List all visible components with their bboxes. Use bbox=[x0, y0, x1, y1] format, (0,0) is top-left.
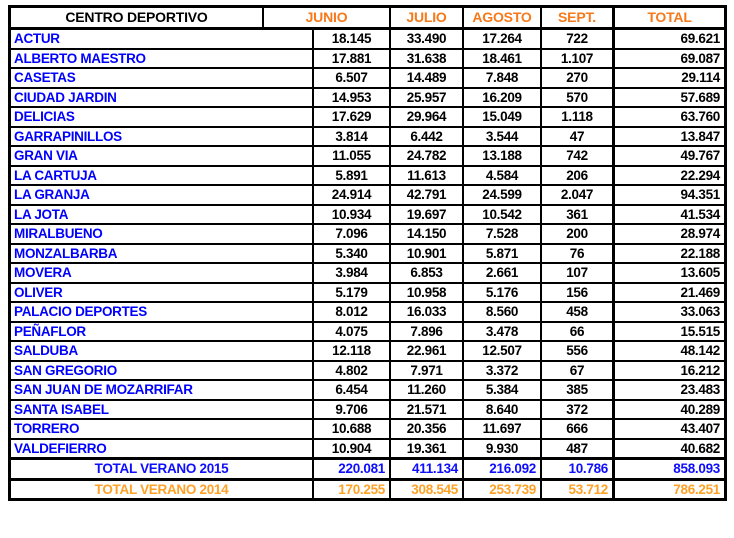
centre-name: CASETAS bbox=[14, 70, 76, 85]
table-row bbox=[11, 225, 724, 245]
column-header-sept: SEPT. bbox=[540, 8, 612, 27]
table-body bbox=[11, 30, 724, 460]
table-row bbox=[11, 362, 724, 382]
table-row bbox=[11, 30, 724, 50]
month-value: 66 bbox=[540, 323, 612, 341]
month-value: 742 bbox=[540, 147, 612, 165]
centre-name: CIUDAD JARDIN bbox=[14, 89, 117, 105]
table-row bbox=[11, 245, 724, 265]
total-verano-2015-row bbox=[11, 460, 724, 481]
month-value: 21.571 bbox=[389, 401, 462, 419]
month-value: 8.560 bbox=[462, 303, 540, 321]
month-value: 19.697 bbox=[389, 206, 462, 224]
row-total-value: 33.063 bbox=[612, 303, 724, 321]
centre-name: GRAN VIA bbox=[14, 148, 78, 163]
table-row bbox=[11, 167, 724, 187]
total-month-value: 308.545 bbox=[389, 481, 462, 499]
month-value: 5.340 bbox=[312, 245, 389, 263]
month-value: 9.930 bbox=[462, 440, 540, 458]
month-value: 487 bbox=[540, 440, 612, 458]
centre-name: LA GRANJA bbox=[14, 187, 90, 202]
month-value: 570 bbox=[540, 89, 612, 107]
month-value: 20.356 bbox=[389, 420, 462, 438]
table-row bbox=[11, 147, 724, 167]
table-row bbox=[11, 128, 724, 148]
centre-name: ACTUR bbox=[14, 31, 60, 46]
month-value: 47 bbox=[540, 128, 612, 146]
row-total-value: 15.515 bbox=[612, 323, 724, 341]
grand-total-value: 858.093 bbox=[612, 460, 724, 478]
month-value: 1.107 bbox=[540, 50, 612, 68]
month-value: 3.814 bbox=[312, 128, 389, 146]
month-value: 11.055 bbox=[312, 147, 389, 165]
centre-name: LA JOTA bbox=[14, 206, 69, 222]
column-header-junio: JUNIO bbox=[262, 8, 389, 27]
month-value: 206 bbox=[540, 167, 612, 185]
row-total-value: 40.682 bbox=[612, 440, 724, 458]
column-header-centro-deportivo: CENTRO DEPORTIVO bbox=[65, 9, 208, 25]
table-row bbox=[11, 186, 724, 206]
centre-name: PALACIO DEPORTES bbox=[14, 304, 147, 319]
table-row bbox=[11, 323, 724, 343]
month-value: 270 bbox=[540, 69, 612, 87]
month-value: 17.264 bbox=[462, 30, 540, 48]
row-total-value: 49.767 bbox=[612, 147, 724, 165]
total-month-value: 411.134 bbox=[389, 460, 462, 478]
month-value: 24.782 bbox=[389, 147, 462, 165]
month-value: 25.957 bbox=[389, 89, 462, 107]
table-row bbox=[11, 206, 724, 226]
month-value: 5.871 bbox=[462, 245, 540, 263]
total-month-value: 216.092 bbox=[462, 460, 540, 478]
total-2014-label: TOTAL VERANO 2014 bbox=[94, 481, 229, 497]
month-value: 5.176 bbox=[462, 284, 540, 302]
month-value: 6.454 bbox=[312, 381, 389, 399]
row-total-value: 57.689 bbox=[612, 89, 724, 107]
total-2015-label: TOTAL VERANO 2015 bbox=[94, 461, 229, 476]
row-total-value: 40.289 bbox=[612, 401, 724, 419]
total-month-value: 170.255 bbox=[312, 481, 389, 499]
month-value: 14.953 bbox=[312, 89, 389, 107]
row-total-value: 22.188 bbox=[612, 245, 724, 263]
month-value: 12.507 bbox=[462, 342, 540, 360]
month-value: 76 bbox=[540, 245, 612, 263]
month-value: 8.640 bbox=[462, 401, 540, 419]
month-value: 1.118 bbox=[540, 108, 612, 126]
month-value: 5.384 bbox=[462, 381, 540, 399]
month-value: 5.179 bbox=[312, 284, 389, 302]
row-total-value: 43.407 bbox=[612, 420, 724, 438]
table-row bbox=[11, 440, 724, 461]
month-value: 7.971 bbox=[389, 362, 462, 380]
month-value: 3.372 bbox=[462, 362, 540, 380]
month-value: 361 bbox=[540, 206, 612, 224]
row-total-value: 21.469 bbox=[612, 284, 724, 302]
month-value: 7.848 bbox=[462, 69, 540, 87]
month-value: 17.629 bbox=[312, 108, 389, 126]
table-row bbox=[11, 420, 724, 440]
table-row bbox=[11, 284, 724, 304]
month-value: 10.934 bbox=[312, 206, 389, 224]
month-value: 14.489 bbox=[389, 69, 462, 87]
centre-name: LA CARTUJA bbox=[14, 167, 97, 183]
month-value: 107 bbox=[540, 264, 612, 282]
row-total-value: 69.087 bbox=[612, 50, 724, 68]
month-value: 9.706 bbox=[312, 401, 389, 419]
month-value: 67 bbox=[540, 362, 612, 380]
month-value: 31.638 bbox=[389, 50, 462, 68]
month-value: 10.542 bbox=[462, 206, 540, 224]
month-value: 14.150 bbox=[389, 225, 462, 243]
month-value: 200 bbox=[540, 225, 612, 243]
row-total-value: 29.114 bbox=[612, 69, 724, 87]
month-value: 6.442 bbox=[389, 128, 462, 146]
month-value: 3.544 bbox=[462, 128, 540, 146]
table-row bbox=[11, 401, 724, 421]
month-value: 19.361 bbox=[389, 440, 462, 458]
month-value: 666 bbox=[540, 420, 612, 438]
centre-name: SAN GREGORIO bbox=[14, 362, 117, 378]
month-value: 17.881 bbox=[312, 50, 389, 68]
centre-name: MIRALBUENO bbox=[14, 226, 103, 241]
month-value: 2.661 bbox=[462, 264, 540, 282]
month-value: 11.697 bbox=[462, 420, 540, 438]
month-value: 10.904 bbox=[312, 440, 389, 458]
month-value: 10.958 bbox=[389, 284, 462, 302]
month-value: 15.049 bbox=[462, 108, 540, 126]
month-value: 29.964 bbox=[389, 108, 462, 126]
row-total-value: 22.294 bbox=[612, 167, 724, 185]
centre-name: PEÑAFLOR bbox=[14, 323, 86, 339]
month-value: 2.047 bbox=[540, 186, 612, 204]
table-row bbox=[11, 69, 724, 89]
table-header-row bbox=[11, 8, 724, 30]
month-value: 7.096 bbox=[312, 225, 389, 243]
centre-name: TORRERO bbox=[14, 421, 80, 436]
month-value: 10.688 bbox=[312, 420, 389, 438]
month-value: 6.507 bbox=[312, 69, 389, 87]
month-value: 11.613 bbox=[389, 167, 462, 185]
row-total-value: 41.534 bbox=[612, 206, 724, 224]
total-verano-2014-row bbox=[11, 481, 724, 499]
table-row bbox=[11, 381, 724, 401]
column-header-julio: JULIO bbox=[389, 8, 462, 27]
row-total-value: 23.483 bbox=[612, 381, 724, 399]
centre-name: MONZALBARBA bbox=[14, 245, 118, 261]
month-value: 372 bbox=[540, 401, 612, 419]
month-value: 385 bbox=[540, 381, 612, 399]
month-value: 8.012 bbox=[312, 303, 389, 321]
centre-name: DELICIAS bbox=[14, 109, 75, 124]
centre-name: ALBERTO MAESTRO bbox=[14, 50, 146, 66]
centre-name: OLIVER bbox=[14, 284, 63, 300]
table-row bbox=[11, 342, 724, 362]
month-value: 556 bbox=[540, 342, 612, 360]
centre-name: GARRAPINILLOS bbox=[14, 128, 122, 144]
grand-total-value: 786.251 bbox=[612, 481, 724, 499]
table-row bbox=[11, 108, 724, 128]
column-header-agosto: AGOSTO bbox=[462, 8, 540, 27]
month-value: 458 bbox=[540, 303, 612, 321]
total-month-value: 253.739 bbox=[462, 481, 540, 499]
month-value: 7.896 bbox=[389, 323, 462, 341]
row-total-value: 63.760 bbox=[612, 108, 724, 126]
centre-name: SAN JUAN DE MOZARRIFAR bbox=[14, 382, 193, 397]
month-value: 22.961 bbox=[389, 342, 462, 360]
total-month-value: 220.081 bbox=[312, 460, 389, 478]
centre-name: VALDEFIERRO bbox=[14, 440, 107, 456]
month-value: 24.599 bbox=[462, 186, 540, 204]
sports-centers-table bbox=[8, 5, 727, 501]
row-total-value: 13.847 bbox=[612, 128, 724, 146]
column-header-total: TOTAL bbox=[612, 8, 724, 27]
row-total-value: 13.605 bbox=[612, 264, 724, 282]
month-value: 722 bbox=[540, 30, 612, 48]
centre-name: SALDUBA bbox=[14, 343, 78, 358]
month-value: 16.209 bbox=[462, 89, 540, 107]
month-value: 11.260 bbox=[389, 381, 462, 399]
month-value: 4.802 bbox=[312, 362, 389, 380]
month-value: 10.901 bbox=[389, 245, 462, 263]
month-value: 4.075 bbox=[312, 323, 389, 341]
month-value: 18.145 bbox=[312, 30, 389, 48]
centre-name: MOVERA bbox=[14, 265, 72, 280]
month-value: 16.033 bbox=[389, 303, 462, 321]
month-value: 4.584 bbox=[462, 167, 540, 185]
month-value: 6.853 bbox=[389, 264, 462, 282]
month-value: 42.791 bbox=[389, 186, 462, 204]
table-row bbox=[11, 50, 724, 70]
row-total-value: 48.142 bbox=[612, 342, 724, 360]
table-row bbox=[11, 89, 724, 109]
month-value: 33.490 bbox=[389, 30, 462, 48]
month-value: 5.891 bbox=[312, 167, 389, 185]
month-value: 13.188 bbox=[462, 147, 540, 165]
row-total-value: 94.351 bbox=[612, 186, 724, 204]
total-month-value: 53.712 bbox=[540, 481, 612, 499]
total-month-value: 10.786 bbox=[540, 460, 612, 478]
row-total-value: 16.212 bbox=[612, 362, 724, 380]
month-value: 7.528 bbox=[462, 225, 540, 243]
table-row bbox=[11, 303, 724, 323]
row-total-value: 28.974 bbox=[612, 225, 724, 243]
month-value: 24.914 bbox=[312, 186, 389, 204]
month-value: 156 bbox=[540, 284, 612, 302]
table-row bbox=[11, 264, 724, 284]
centre-name: SANTA ISABEL bbox=[14, 401, 109, 417]
month-value: 3.478 bbox=[462, 323, 540, 341]
month-value: 3.984 bbox=[312, 264, 389, 282]
month-value: 12.118 bbox=[312, 342, 389, 360]
row-total-value: 69.621 bbox=[612, 30, 724, 48]
month-value: 18.461 bbox=[462, 50, 540, 68]
